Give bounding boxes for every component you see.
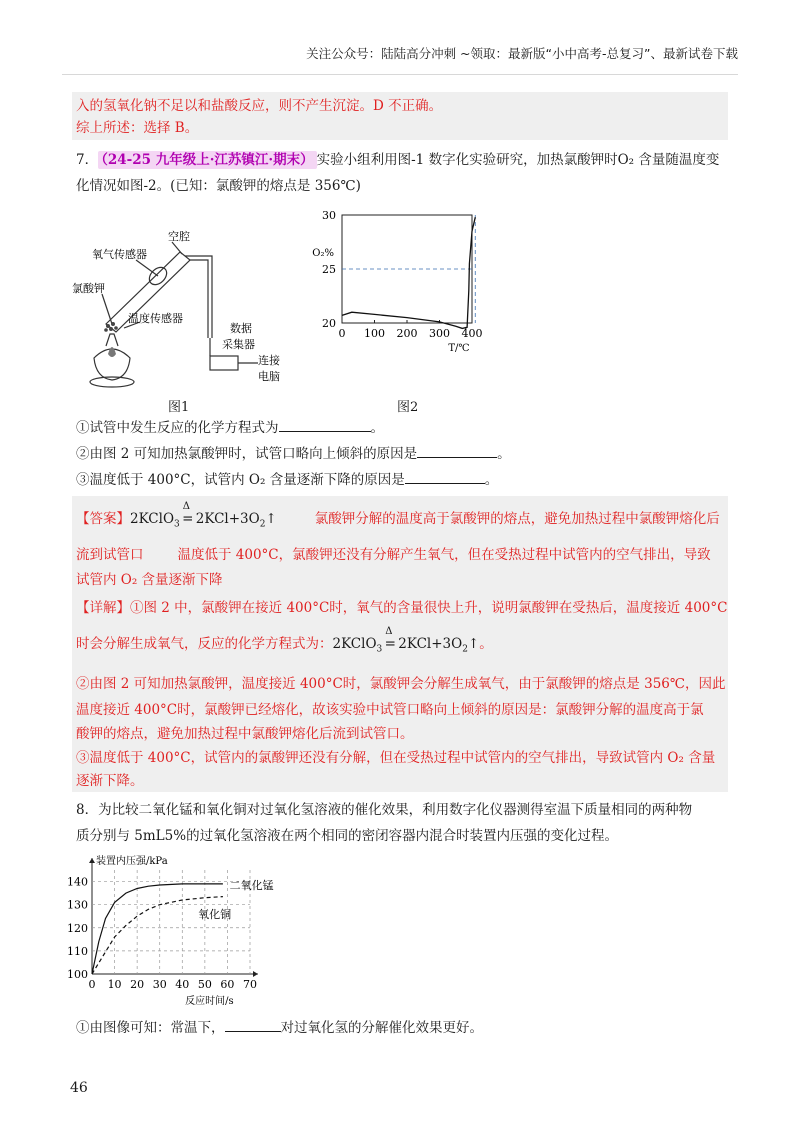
previous-answer-line-2: 综上所述：选择 B。 (76, 120, 199, 136)
detail-7-line-4: 温度接近 400°C时，氯酸钾已经熔化，故该实验中试管口略向上倾斜的原因是：氯酸钾分解的温度高于氯 (76, 702, 704, 718)
x-tick-label: 300 (429, 327, 450, 340)
x-tick-label: 0 (88, 978, 96, 991)
previous-answer-line-1: 入的氢氧化钠不足以和盐酸反应，则不产生沉淀。D 不正确。 (76, 98, 443, 114)
detail-7-line-1: 【详解】①图 2 中，氯酸钾在接近 400°C时，氧气的含量很快上升，说明氯酸钾在受热后，温度接近 400°C (76, 600, 728, 616)
label-temp-sensor: 温度传感器 (128, 312, 183, 325)
series-line (342, 217, 475, 328)
y-axis-label: O₂% (312, 248, 334, 260)
label-kclo3: 氯酸钾 (72, 282, 105, 295)
x-tick-label: 10 (107, 978, 122, 991)
label-collector-1: 数据 (230, 322, 252, 335)
figure-2-caption: 图2 (397, 400, 419, 415)
q8-sub-1: ①由图像可知：常温下， 对过氧化氢的分解催化效果更好。 (76, 1020, 483, 1036)
y-tick-label: 120 (67, 921, 88, 935)
x-tick-label: 70 (243, 978, 257, 991)
q7-stem-part-b: 含量随温度变 (634, 152, 720, 168)
detail-7-line-2: 时会分解生成氧气，反应的化学方程式为：2KClO$_3$ Δ = $2KCl+3O_2↑$。 (76, 626, 493, 655)
label-collector-2: 采集器 (222, 338, 255, 351)
q8-stem-line-1: 8．为比较二氧化锰和氧化铜对过氧化氢溶液的催化效果，利用数字化仪器测得室温下质量相同的两种物 (76, 802, 693, 818)
figure-1-caption: 图1 (168, 400, 190, 415)
x-tick-label: 400 (461, 327, 483, 340)
answer-blank-3[interactable] (405, 483, 485, 484)
q8-stem-line-2: 质分别与 5mL5%的过氧化氢溶液在两个相同的密闭容器内混合时装置内压强的变化过程。 (76, 828, 619, 844)
answer-7-line-3: 试管内 O₂ 含量逐渐下降 (76, 572, 223, 588)
q7-number: 7． (76, 152, 99, 168)
answer-blank-q8[interactable] (225, 1031, 281, 1032)
y-tick-label: 100 (67, 968, 88, 981)
answer-blank-1[interactable] (279, 431, 371, 432)
label-o2-sensor: 氧气传感器 (92, 248, 147, 261)
y-tick-label: 20 (322, 317, 336, 330)
q7-stem-part-a: 实验小组利用图-1 数字化实验研究，加热氯酸钾时 (316, 152, 618, 168)
y-axis-arrow (89, 858, 95, 863)
legend-label-mno2: 二氧化锰 (229, 879, 274, 893)
x-axis-label: 反应时间/s (185, 996, 234, 1007)
x-axis-arrow (253, 971, 258, 977)
x-tick-label: 40 (175, 978, 190, 991)
q7-sub-2: ②由图 2 可知加热氯酸钾时，试管口略向上倾斜的原因是 。 (76, 446, 511, 462)
q7-source-tag: （24-25 九年级上·江苏镇江·期末） (98, 151, 317, 169)
detail-7-line-3: ②由图 2 可知加热氯酸钾，温度接近 400°C时，氯酸钾会分解生成氧气，由于氯酸钾的熔点是 356℃，因此 (76, 676, 726, 692)
y-tick-label: 130 (67, 898, 88, 912)
x-tick-label: 100 (364, 327, 385, 340)
y-tick-label: 140 (67, 875, 88, 889)
q7-o2: O₂ (617, 152, 635, 168)
detail-7-line-6: ③温度低于 400°C，试管内的氯酸钾还没有分解，但在受热过程中试管内的空气排出，导致试管内 O₂ 含量 (76, 750, 716, 766)
label-connect-2: 电脑 (258, 370, 280, 383)
x-tick-label: 20 (130, 978, 145, 991)
y-tick-label: 110 (67, 944, 88, 958)
y-tick-label: 30 (322, 209, 336, 222)
figure-1-apparatus (72, 228, 292, 396)
detail-7-line-5: 酸钾的熔点，避免加热过程中氯酸钾熔化后流到试管口。 (76, 726, 414, 742)
q7-sub-3: ③温度低于 400°C，试管内 O₂ 含量逐渐下降的原因是 。 (76, 472, 499, 488)
legend-label-cuo: 氧化铜 (198, 907, 232, 921)
x-tick-label: 0 (338, 327, 346, 340)
answer-blank-2[interactable] (417, 457, 497, 458)
figure-2-chart (290, 205, 500, 385)
q7-stem-line-2: 化情况如图-2。(已知：氯酸钾的熔点是 356℃) (76, 178, 361, 194)
label-connect-1: 连接 (258, 354, 280, 367)
label-cavity: 空腔 (168, 230, 190, 243)
x-tick-label: 200 (396, 327, 418, 340)
y-axis-label: 装置内压强/kPa (96, 856, 168, 867)
x-tick-label: 30 (152, 978, 167, 991)
x-axis-label: T/℃ (448, 343, 470, 354)
q7-sub-1: ①试管中发生反应的化学方程式为 。 (76, 420, 384, 436)
q7-stem-line-1 (76, 150, 719, 170)
answer-7-line-1: 【答案】2KClO$_3$ Δ = $2KCl+3O_2↑$ 氯酸钾分解的温度高于氯酸钾的熔点，避免加热过程中氯酸钾熔化后 (76, 501, 720, 530)
detail-7-line-7: 逐渐下降。 (76, 773, 144, 789)
page-number: 46 (70, 1080, 88, 1096)
figure-pressure-chart (60, 852, 280, 1012)
answer-7-line-2: 流到试管口 温度低于 400°C，氯酸钾还没有分解产生氧气，但在受热过程中试管内的空气排出，导致 (76, 547, 711, 563)
page-header: 关注公众号：陆陆高分冲刺 ~领取：最新版“小中高考-总复习”、最新试卷下载 (306, 46, 738, 61)
header-divider (62, 74, 738, 75)
x-tick-label: 50 (197, 978, 212, 991)
y-tick-label: 25 (322, 263, 336, 276)
x-tick-label: 60 (220, 978, 235, 991)
